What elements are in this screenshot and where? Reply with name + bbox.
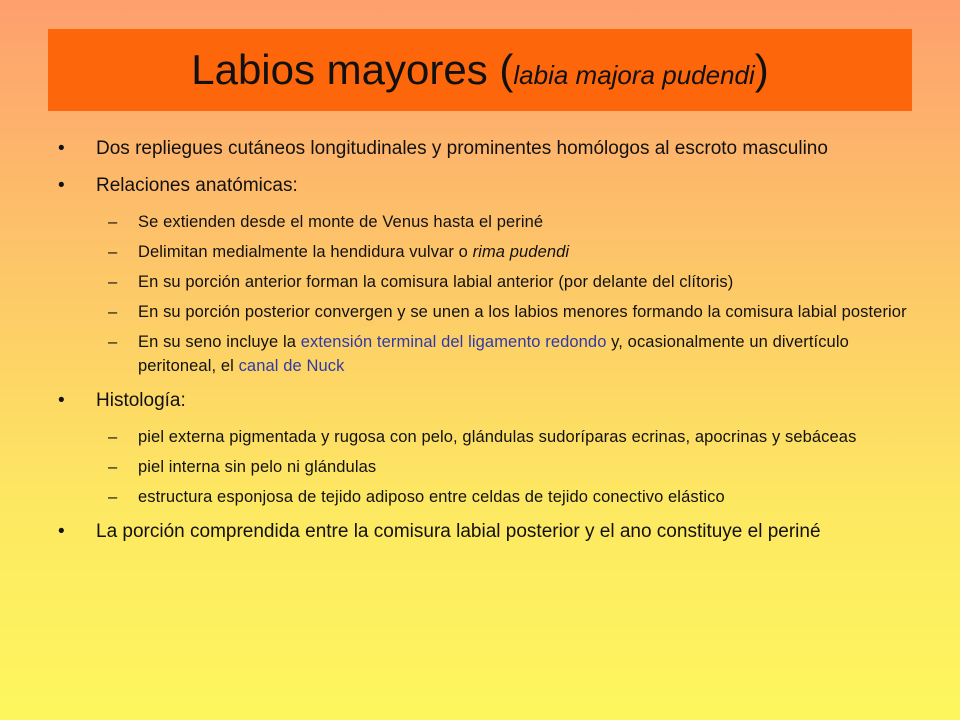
- bullet-perine: • La porción comprendida entre la comisura labial posterior y el ano constituye el periné: [58, 521, 821, 542]
- sub-item-relacion: – Se extienden desde el monte de Venus hasta el periné: [58, 210, 908, 234]
- title-bar: [48, 29, 912, 111]
- relaciones-list: [58, 210, 908, 378]
- bullet-marker: •: [58, 521, 65, 542]
- dash-marker: –: [108, 458, 118, 476]
- dash-marker: –: [108, 303, 118, 321]
- sub-item-relacion: – En su seno incluye la extensión terminal del ligamento redondo y, ocasionalmente un divertículo peritoneal, el canal de Nuck: [58, 330, 908, 378]
- slide-title: Labios mayores (labia majora pudendi): [191, 46, 769, 93]
- histologia-list: [58, 425, 908, 509]
- title-latin-term: labia majora pudendi: [513, 60, 755, 90]
- sub-item-relacion: – Delimitan medialmente la hendidura vulvar o rima pudendi: [58, 240, 908, 264]
- slide-body: [58, 136, 908, 556]
- dash-marker: –: [108, 243, 118, 261]
- sub-item-histologia: – piel interna sin pelo ni glándulas: [58, 455, 908, 479]
- sub-item-histologia: – estructura esponjosa de tejido adiposo entre celdas de tejido conectivo elástico: [58, 485, 908, 509]
- dash-marker: –: [108, 488, 118, 506]
- dash-marker: –: [108, 213, 118, 231]
- bullet-homologos: • Dos repliegues cutáneos longitudinales y prominentes homólogos al escroto masculino: [58, 138, 828, 159]
- bullet-marker: •: [58, 138, 65, 159]
- bullet-marker: •: [58, 390, 65, 411]
- bullet-histologia: • Histología:: [58, 390, 186, 411]
- dash-marker: –: [108, 273, 118, 291]
- bullet-marker: •: [58, 175, 65, 196]
- dash-marker: –: [108, 333, 118, 351]
- sub-item-relacion: – En su porción posterior convergen y se unen a los labios menores formando la comisura labial posterior: [58, 300, 908, 324]
- bullet-relaciones: • Relaciones anatómicas:: [58, 175, 298, 196]
- sub-item-histologia: – piel externa pigmentada y rugosa con pelo, glándulas sudoríparas ecrinas, apocrinas y sebáceas: [58, 425, 908, 449]
- ligamento-redondo-link: extensión terminal del ligamento redondo: [300, 333, 607, 351]
- canal-de-nuck-link: canal de Nuck: [238, 357, 345, 375]
- sub-item-relacion: – En su porción anterior forman la comisura labial anterior (por delante del clítoris): [58, 270, 908, 294]
- dash-marker: –: [108, 428, 118, 446]
